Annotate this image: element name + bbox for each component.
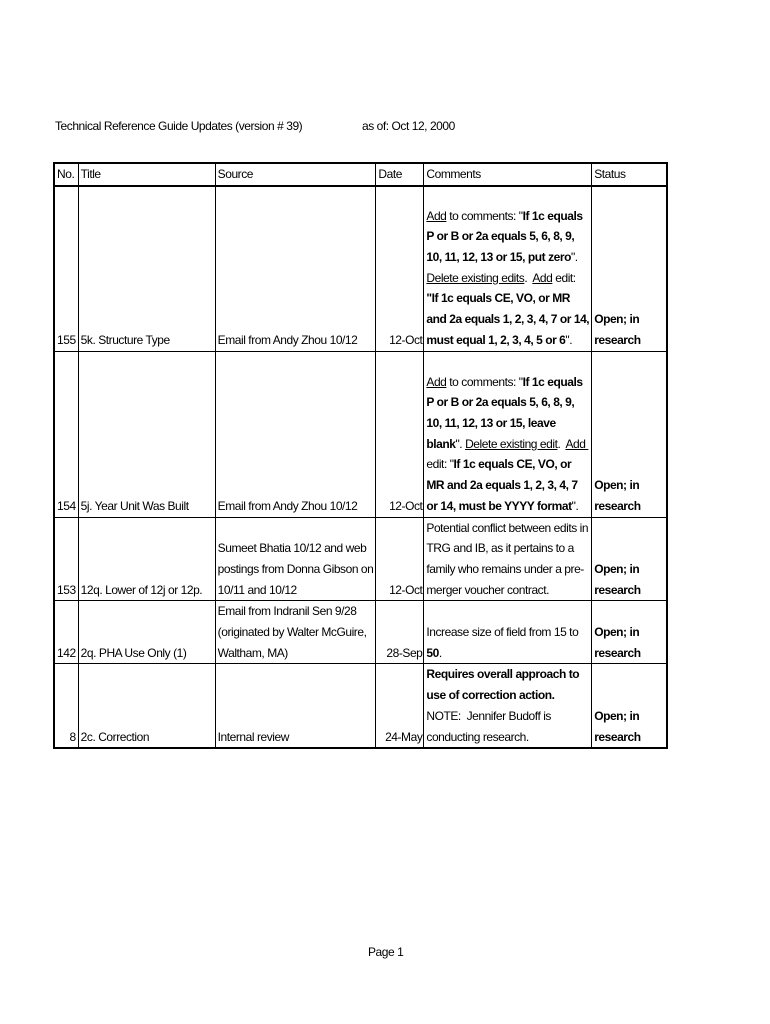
cell-source [215, 186, 376, 351]
cell-comments [424, 351, 592, 517]
comment-line [426, 538, 589, 559]
comment-text: If 1c equals [522, 374, 583, 389]
cell-status [592, 351, 667, 517]
cell-comments [424, 664, 592, 748]
cell-no: 142 [54, 601, 78, 664]
cell-title: 5k. Structure Type [78, 186, 215, 351]
comment-text: "If 1c equals CE, VO, or MR [426, 291, 570, 306]
comment-line [426, 309, 589, 330]
cell-status [592, 601, 667, 664]
comment-line [426, 727, 589, 748]
comment-text: 10, 11, 12, 13 or 15, put zero [426, 249, 571, 264]
cell-date: 12-Oct [376, 517, 424, 601]
comment-text: Potential conflict between edits in [426, 520, 589, 535]
comment-text: . [557, 436, 566, 451]
source-line: Email from Andy Zhou 10/12 [217, 498, 358, 513]
comment-line [426, 496, 589, 517]
comment-text: . [524, 270, 533, 285]
cell-status [592, 664, 667, 748]
comment-line [426, 206, 589, 227]
comment-text: to comments: " [446, 374, 523, 389]
page-number: Page 1 [368, 945, 404, 959]
comment-text: Add [565, 436, 589, 451]
status-line: Open; in [594, 625, 640, 640]
status-line: Open; in [594, 561, 640, 576]
cell-date: 12-Oct [376, 186, 424, 351]
comment-text: edit: [552, 270, 576, 285]
comment-text: NOTE: Jennifer Budoff is [426, 708, 551, 723]
column-header-comments: Comments [424, 163, 592, 186]
comment-text: edit: " [426, 457, 454, 472]
comment-line [426, 664, 589, 685]
comment-text: Delete existing edit [465, 436, 558, 451]
comment-text: If 1c equals [522, 208, 583, 223]
cell-title: 2q. PHA Use Only (1) [78, 601, 215, 664]
updates-table [53, 162, 668, 749]
comment-text: use of correction action. [426, 688, 555, 703]
cell-title: 2c. Correction [78, 664, 215, 748]
cell-no: 155 [54, 186, 78, 351]
comment-text: Add [426, 208, 447, 223]
table-row [54, 517, 667, 601]
as-of-date: as of: Oct 12, 2000 [362, 119, 455, 133]
comment-text: 50 [426, 645, 439, 660]
comment-line [426, 518, 589, 539]
comment-line [426, 413, 589, 434]
comment-text: MR and 2a equals 1, 2, 3, 4, 7 [426, 478, 578, 493]
comment-line [426, 268, 589, 289]
source-line: Internal review [217, 729, 289, 744]
comment-text: and 2a equals 1, 2, 3, 4, 7 or 14, [426, 312, 590, 327]
source-line: Email from Indranil Sen 9/28 [217, 604, 357, 619]
comment-line [426, 226, 589, 247]
comment-text: 10, 11, 12, 13 or 15, leave [426, 415, 556, 430]
status-line: research [594, 332, 641, 347]
document-title: Technical Reference Guide Updates (version # 39) [55, 119, 303, 133]
table-row [54, 351, 667, 517]
comment-line [426, 454, 589, 475]
cell-source [215, 517, 376, 601]
comment-text: conducting research. [426, 729, 529, 744]
cell-source [215, 601, 376, 664]
comment-text: TRG and IB, as it pertains to a [426, 541, 574, 556]
comment-text: P or B or 2a equals 5, 6, 8, 9, [426, 229, 575, 244]
cell-title: 5j. Year Unit Was Built [78, 351, 215, 517]
status-line: Open; in [594, 478, 640, 493]
cell-comments [424, 186, 592, 351]
cell-no: 153 [54, 517, 78, 601]
comment-text: ". [455, 436, 466, 451]
comment-text: or 14, must be YYYY format [426, 498, 572, 513]
comment-text: Add [532, 270, 553, 285]
comment-text: Add [426, 374, 447, 389]
comment-text: Increase size of field from 15 to [426, 625, 579, 640]
table-row [54, 601, 667, 664]
comment-text: must equal 1, 2, 3, 4, 5 or 6 [426, 332, 566, 347]
comment-line [426, 685, 589, 706]
comment-line [426, 372, 589, 393]
source-line: Sumeet Bhatia 10/12 and web [217, 541, 367, 556]
source-line: Email from Andy Zhou 10/12 [217, 332, 358, 347]
status-line: research [594, 645, 641, 660]
comment-line [426, 288, 589, 309]
comment-text: ". [570, 249, 578, 264]
comment-line [426, 643, 589, 664]
cell-date: 28-Sep [376, 601, 424, 664]
source-line: (originated by Walter McGuire, [217, 625, 367, 640]
column-header-source: Source [215, 163, 376, 186]
status-line: research [594, 498, 641, 513]
cell-title: 12q. Lower of 12j or 12p. [78, 517, 215, 601]
comment-text: ". [571, 498, 579, 513]
comment-line [426, 434, 589, 455]
table-row [54, 186, 667, 351]
cell-status [592, 186, 667, 351]
cell-date: 24-May [376, 664, 424, 748]
comment-line [426, 622, 589, 643]
source-line: 10/11 and 10/12 [217, 582, 297, 597]
column-header-title: Title [78, 163, 215, 186]
source-line: Waltham, MA) [217, 645, 288, 660]
cell-no: 154 [54, 351, 78, 517]
cell-no: 8 [54, 664, 78, 748]
comment-text: If 1c equals CE, VO, or [453, 457, 572, 472]
cell-source [215, 664, 376, 748]
comment-line [426, 392, 589, 413]
comment-line [426, 247, 589, 268]
comment-text: blank [426, 436, 456, 451]
comment-line [426, 475, 589, 496]
cell-source [215, 351, 376, 517]
comment-text: Requires overall approach to [426, 667, 580, 682]
comment-line [426, 559, 589, 580]
status-line: research [594, 729, 641, 744]
status-line: Open; in [594, 708, 640, 723]
table-header-row [54, 163, 667, 186]
cell-comments [424, 517, 592, 601]
comment-text: family who remains under a pre- [426, 561, 584, 576]
comment-line [426, 706, 589, 727]
comment-text: merger voucher contract. [426, 582, 549, 597]
column-header-status: Status [592, 163, 667, 186]
comment-text: ". [565, 332, 573, 347]
status-line: Open; in [594, 312, 640, 327]
comment-text: P or B or 2a equals 5, 6, 8, 9, [426, 395, 575, 410]
comment-text: to comments: " [446, 208, 523, 223]
comment-text: Delete existing edits [426, 270, 525, 285]
column-header-no: No. [54, 163, 78, 186]
cell-status [592, 517, 667, 601]
comment-line [426, 580, 589, 601]
table-row [54, 664, 667, 748]
column-header-date: Date [376, 163, 424, 186]
cell-date: 12-Oct [376, 351, 424, 517]
comment-text: . [438, 645, 442, 660]
source-line: postings from Donna Gibson on [217, 561, 374, 576]
comment-line [426, 330, 589, 351]
status-line: research [594, 582, 641, 597]
cell-comments [424, 601, 592, 664]
